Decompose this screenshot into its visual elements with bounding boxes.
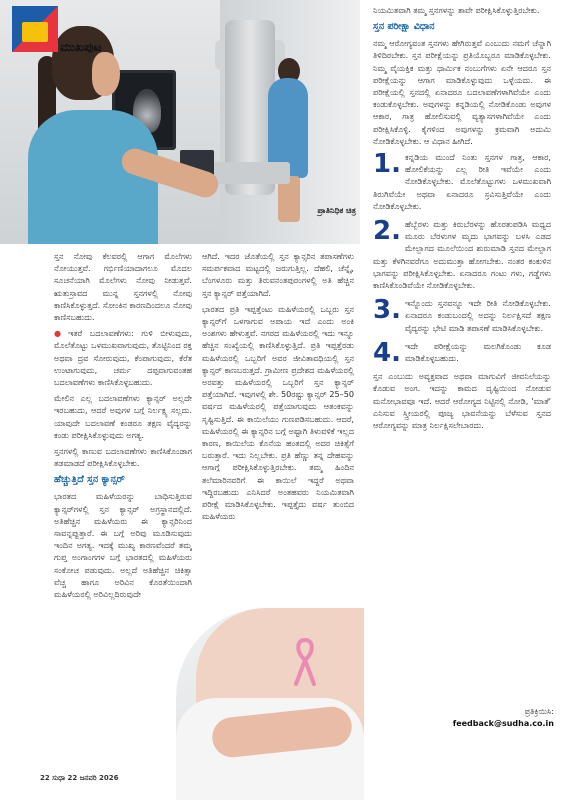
feedback-signoff — [430, 706, 554, 730]
step-number: 3. — [373, 295, 401, 326]
feedback-label: ಪ್ರತಿಕ್ರಿಯಿಸಿ: — [524, 707, 554, 716]
step-3 — [373, 297, 551, 334]
step-text: ಇನ್ನೊಂದು ಸ್ತನವನ್ನೂ ಇದೇ ರೀತಿ ನೋಡಿಕೊಳ್ಳಬೇಕು. ಏನಾದರೂ ಕಂಡುಬಂದಲ್ಲಿ ಅದನ್ನು ನಿರ್ಲಕ್ಷಿಸದೆ ತಕ್ಷಣ ವೈದ್ಯರನ್ನು ಭೇಟಿ ಮಾಡಿ ತಪಾಸಣೆ ಮಾಡಿಸಿಕೊಳ್ಳಬೇಕು. — [404, 298, 551, 333]
pink-ribbon-icon — [292, 638, 318, 686]
paragraph: ನಿಯಮಿತವಾಗಿ ತಮ್ಮ ಸ್ತನಗಳನ್ನು ತಾವೇ ಪರೀಕ್ಷಿಸಿಕೊಳ್ಳುತ್ತಿರಬೇಕು. — [373, 5, 540, 15]
breast-check-photo — [176, 608, 364, 800]
paragraph: ಸ್ತನಗಳಲ್ಲಿ ಕಾಣುವ ಬದಲಾವಣೆಗಳು ಕಾಣಿಸಿಕೊಂಡಾಗ ತಡಮಾಡದೆ ಪರೀಕ್ಷಿಸಿಕೊಳ್ಳಬೇಕು. — [54, 446, 192, 469]
nurse-face — [92, 52, 120, 96]
page-footer: 22 ಸುಧಾ 22 ಜನವರಿ 2026 — [40, 774, 119, 782]
step-2 — [373, 218, 551, 291]
magazine-logo-icon — [12, 6, 58, 52]
step-text: ಕನ್ನಡಿಯ ಮುಂದೆ ನಿಂತು ಸ್ತನಗಳ ಗಾತ್ರ, ಆಕಾರ, ಹೋಲಿಕೆಯನ್ನು ಎಲ್ಲ ರೀತಿ ಇವೆಯೇ ಎಂದು ನೋಡಿಕೊಳ್ಳಬೇಕು. ಮೊಲೆತೊಟ್ಟುಗಳು ಒಳಮುಖವಾಗಿ ತಿರುಗಿವೆಯೇ ಅಥವಾ ಏನಾದರೂ ಸ್ರವಿಸುತ್ತಿವೆಯೇ ಎಂದು ನೋಡಿಕೊಳ್ಳಬೇಕು. — [373, 152, 551, 211]
paragraph: ಭಾರತದ ಮಹಿಳೆಯರನ್ನು ಬಾಧಿಸುತ್ತಿರುವ ಕ್ಯಾನ್ಸರ್‌ಗಳಲ್ಲಿ ಸ್ತನ ಕ್ಯಾನ್ಸರ್ ಅಗ್ರಸ್ಥಾನದಲ್ಲಿದೆ. ಅತಿಹೆಚ್ಚಿನ ಮಹಿಳೆಯರು ಈ ಕ್ಯಾನ್ಸರಿನಿಂದ ಸಾವನ್ನಪ್ಪುತ್ತಾರೆ. ಈ ಬಗ್ಗೆ ಅರಿವು ಮೂಡಿಸುವುದು ಇಂದಿನ ಅಗತ್ಯ. ಇದಕ್ಕೆ ಮುಖ್ಯ ಕಾರಣವೆಂದರೆ ತಮ್ಮ ಗುಪ್ತ ಅಂಗಾಂಗಗಳ ಬಗ್ಗೆ ಭಾರತದಲ್ಲಿ ಮಹಿಳೆಯರು ಸಂಕೋಚ ಪಡುವುದು. ಅಲ್ಲದೆ ಅತಿಹೆಚ್ಚಿನ ಚಿಕಿತ್ಸಾ ವೆಚ್ಚ ಹಾಗೂ ಅರಿವಿನ ಕೊರತೆಯಿಂದಾಗಿ ಮಹಿಳೆಯರಲ್ಲಿ ಅರಿವಿಲ್ಲದಿರುವುದೇ — [54, 491, 192, 600]
step-number: 2. — [373, 216, 401, 247]
step-text: ಇದೇ ಪರೀಕ್ಷೆಯನ್ನು ಮಲಗಿಕೊಂಡು ಕೂಡ ಮಾಡಿಕೊಳ್ಳಬಹುದು. — [404, 340, 551, 364]
subheading: ಹೆಚ್ಚುತ್ತಿದೆ ಸ್ತನ ಕ್ಯಾನ್ಸರ್ — [54, 474, 125, 486]
mammography-photo — [0, 0, 360, 244]
bullet-paragraph: ● ಇತರೆ ಬದಲಾವಣೆಗಳು: ಗುಳಿ ಬೀಳುವುದು, ಮೊಲೆತೊಟ್ಟು ಒಳಮುಖವಾಗುವುದು, ತೊಟ್ಟಿನಿಂದ ರಕ್ತ ಅಥವಾ ದ್ರವ ಸೋರುವುದು, ಕೆಂಪಾಗುವುದು, ಕೆರೆತ ಉಂಟಾಗುವುದು, ಚರ್ಮ ದಪ್ಪವಾಗುವಂತಹ ಬದಲಾವಣೆಗಳು ಕಾಣಿಸಿಕೊಳ್ಳಬಹುದು. — [54, 328, 192, 388]
feedback-email[interactable]: feedback@sudha.co.in — [452, 719, 554, 728]
paragraph: ಭಾರತದ ಪ್ರತಿ ಇಪ್ಪತ್ತೆಂಟು ಮಹಿಳೆಯರಲ್ಲಿ ಒಬ್ಬರು ಸ್ತನ ಕ್ಯಾನ್ಸರ್‌ಗೆ ಒಳಗಾಗುವ ಅಪಾಯ ಇದೆ ಎಂದು ಅಂಕಿ ಅಂಶಗಳು ಹೇಳುತ್ತವೆ. ನಗರದ ಮಹಿಳೆಯರಲ್ಲಿ ಇದು ಇನ್ನೂ ಹೆಚ್ಚಿನ ಸಂಖ್ಯೆಯಲ್ಲಿ ಕಾಣಿಸಿಕೊಳ್ಳುತ್ತಿದೆ. ಪ್ರತಿ ಇಪ್ಪತ್ತೆರಡು ಮಹಿಳೆಯರಲ್ಲಿ ಒಬ್ಬರಿಗೆ ಅವರ ಜೀವಿತಾವಧಿಯಲ್ಲಿ ಸ್ತನ ಕ್ಯಾನ್ಸರ್ ಕಾಣಬರುತ್ತದೆ. ಗ್ರಾಮೀಣ ಪ್ರದೇಶದ ಮಹಿಳೆಯರಲ್ಲಿ ಅರವತ್ತು ಮಹಿಳೆಯರಲ್ಲಿ ಒಬ್ಬರಿಗೆ ಸ್ತನ ಕ್ಯಾನ್ಸರ್ ಪತ್ತೆಯಾಗಿದೆ. ಇವುಗಳಲ್ಲಿ ಶೇ. 50ರಷ್ಟು ಕ್ಯಾನ್ಸರ್ 25–50 ವರ್ಷದ ಮಹಿಳೆಯರಲ್ಲಿ ಪತ್ತೆಯಾಗುವುದು ಆತಂಕವನ್ನು ಸೃಷ್ಟಿಸುತ್ತಿದೆ. ಈ ಕಾಯಿಲೆಯು ಗುಣಪಡಿಸಬಹುದು. ಆದರೆ, ಮಹಿಳೆಯರಲ್ಲಿ ಈ ಕ್ಯಾನ್ಸರಿನ ಬಗ್ಗೆ ಅಷ್ಟಾಗಿ ತಿಳುವಳಿಕೆ ಇಲ್ಲದ ಕಾರಣ, ಕಾಯಿಲೆಯ ಕೊನೆಯ ಹಂತದಲ್ಲಿ ಅದರ ಚಿಕಿತ್ಸೆಗೆ ಬರುತ್ತಾರೆ. ಇದು ನಿಲ್ಲಬೇಕು. ಪ್ರತಿ ಹೆಣ್ಣು ತನ್ನ ದೇಹವನ್ನು ಆಗಾಗ್ಗೆ ಪರೀಕ್ಷಿಸಿಕೊಳ್ಳುತ್ತಿರಬೇಕು. ತಮ್ಮ ಹಿಂದಿನ ತಲೆಮಾರಿನವರಿಗೆ ಈ ಕಾಯಿಲೆ ಇದ್ದರೆ ಅಥವಾ ಇದ್ದಿರಬಹುದು ಎನಿಸಿದರೆ ಅಂತಹವರು ನಿಯಮಿತವಾಗಿ ಪರೀಕ್ಷೆ ಮಾಡಿಸಿಕೊಳ್ಳಬೇಕು. ಇಪ್ಪತ್ತೈದು ವರ್ಷ ತುಂಬಿದ ಮಹಿಳೆಯರು — [202, 303, 354, 522]
step-number: 4. — [373, 337, 401, 368]
paragraph: ಸ್ತನ ನೋವು ಕೆಲವರಲ್ಲಿ ಆಗಾಗ ಮೊಲೆಗಳು ನೋಯುತ್ತವೆ. ಗರ್ಭಿಣಿಯಾದಾಗಲೂ ಮೊದಲ ಸೂಚನೆಯಾಗಿ ಮೊಲೆಗಳು ನೋವು ನೀಡುತ್ತವೆ. ಋತುಸ್ರಾವದ ಮುನ್ನ ಸ್ತನಗಳಲ್ಲಿ ನೋವು ಕಾಣಿಸಿಕೊಳ್ಳುತ್ತದೆ. ಸೋಂಕಿನ ಕಾರಣದಿಂದಲೂ ನೋವು ಕಾಣಿಸಬಹುದು. — [54, 251, 192, 323]
subheading: ಸ್ತನ ಪರೀಕ್ಷಾ ವಿಧಾನ — [373, 21, 435, 33]
nurse-figure — [28, 110, 158, 244]
paragraph: ಸ್ತನ ಎಂಬುದು ಅವ್ಯಕ್ತವಾದ ಅಥವಾ ಮಾಗುವಿಗೆ ಜೀವನಿಲೆಯನ್ನು ಕೊಡುವ ಅಂಗ. ಇದನ್ನು ಕಾಮದ ದೃಷ್ಟಿಯಿಂದ ನೋಡುವ ಮನೋಭಾವವೂ ಇದೆ. ಆದರೆ ಆರೋಗ್ಯದ ನಿಟ್ಟಿನಲ್ಲಿ ನೋಡಿ, 'ಮಾತೆ' ಎನಿಸುವ ಸ್ತ್ರೀಯರಲ್ಲಿ ಪೂಜ್ಯ ಭಾವನೆಯನ್ನು ಬೆಳೆಸುವ ಸ್ತನದ ಆರೋಗ್ಯವನ್ನು ಮಾತ್ರ ನಿರ್ಲಕ್ಷಿಸಲೇಬಾರದು. — [373, 371, 551, 431]
paragraph: ನಮ್ಮ ಆರೋಗ್ಯವಂತ ಸ್ತನಗಳು ಹೇಗಿರುತ್ತವೆ ಎಂಬುದು ನಮಗೆ ಚೆನ್ನಾಗಿ ತಿಳಿದಿರಬೇಕು. ಸ್ತನ ಪರೀಕ್ಷೆಯನ್ನು ಪ್ರತಿಯೊಬ್ಬರೂ ಮಾಡಿಕೊಳ್ಳಬೇಕು. ನಿಮ್ಮ ವೈಯಕ್ತಿಕ ಮತ್ತು ಧಾರ್ಮಿಕ ನಂಬುಗೆಗಳು ಏನೇ ಆದರೂ ಸ್ತನ ಪರೀಕ್ಷೆಯನ್ನು ಆಗಾಗ ಮಾಡಿಕೊಳ್ಳುವುದು ಒಳ್ಳೆಯದು. ಈ ಪರೀಕ್ಷೆಯಲ್ಲಿ ಸ್ತನದಲ್ಲಿ ಏನಾದರೂ ಬದಲಾವಣೆಗಳಾಗಿವೆಯೇ ಎಂದು ಕಂಡುಕೊಳ್ಳಬೇಕು. ಅವುಗಳನ್ನು ಕನ್ನಡಿಯಲ್ಲಿ ನೋಡಿಕೊಂಡು ಅವುಗಳ ಆಕಾರ, ಗಾತ್ರ ಹೋಲಿಸುವಲ್ಲಿ ವ್ಯತ್ಯಾಸಗಳಾಗಿವೆಯೇ ಎಂದು ಪರೀಕ್ಷಿಸಿಕೊಳ್ಳಿ. ಕೈಗಳಿಂದ ಅವುಗಳನ್ನು ಕ್ರಮವಾಗಿ ಅದುಮಿ ನೋಡಿಕೊಳ್ಳಬೇಕು. ಆ ವಿಧಾನ ಹೀಗಿದೆ. — [373, 38, 551, 146]
step-text: ಹೆಬ್ಬೆರಳು ಮತ್ತು ಕಿರುಬೆರಳನ್ನು ಹೊರತುಪಡಿಸಿ ಮಧ್ಯದ ಮೂರು ಬೆರಳುಗಳ ಮೃದು ಭಾಗವನ್ನು ಬಳಸಿ ಎಡದ ಮೇಲ್ಭಾಗದ ಮೂಲೆಯಿಂದ ಶುರುಮಾಡಿ ಸ್ತನದ ಮೇಲ್ಭಾಗ ಮತ್ತು ಕೆಳಗಿನವರೆಗೂ ಅದುಮುತ್ತಾ ಹೋಗಬೇಕು. ನಂತರ ಕಂಕುಳಿನ ಭಾಗವನ್ನು ಪರೀಕ್ಷಿಸಿಕೊಳ್ಳಬೇಕು. ಏನಾದರೂ ಗಂಟು ಗಳು, ಗಡ್ಡೆಗಳು ಕಾಣಿಸಿಕೊಂಡಿವೆಯೇ ನೋಡಿಕೊಳ್ಳಬೇಕು. — [373, 219, 551, 291]
paragraph: ಆಗಿದೆ. ಇದರ ಜೊತೆಯಲ್ಲಿ ಸ್ತನ ಕ್ಯಾನ್ಸರಿನ ತಪಾಸಣೆಗಳು ಸಮರ್ಪಕವಾದ ಮಟ್ಟದಲ್ಲಿ ಜರುಗುತ್ತಿಲ್ಲ. ದೆಹಲಿ, ಚೆನ್ನೈ, ಬೆಂಗಳೂರು ಮತ್ತು ತಿರುವನಂತಪುರಂಗಳಲ್ಲಿ ಅತಿ ಹೆಚ್ಚಿನ ಸ್ತನ ಕ್ಯಾನ್ಸರ್ ಪತ್ತೆಯಾಗಿದೆ. — [202, 251, 354, 298]
paragraph: ಮೇಲಿನ ಎಲ್ಲ ಬದಲಾವಣೆಗಳು ಕ್ಯಾನ್ಸರ್ ಅಲ್ಲದೇ ಇರಬಹುದು, ಆದರೆ ಅವುಗಳ ಬಗ್ಗೆ ನಿರ್ಲಕ್ಷ್ಯ ಸಲ್ಲದು. ಯಾವುದೇ ಬದಲಾವಣೆ ಕಂಡರೂ ತಕ್ಷಣ ವೈದ್ಯರನ್ನು ಕಂಡು ಪರೀಕ್ಷಿಸಿಕೊಳ್ಳುವುದು ಅಗತ್ಯ. — [54, 393, 192, 440]
text-column-1 — [54, 250, 192, 750]
step-4 — [373, 337, 551, 368]
text-column-3 — [373, 4, 551, 774]
step-1 — [373, 151, 551, 212]
bullet-icon: ● — [54, 328, 67, 339]
text-column-2 — [202, 250, 354, 590]
step-number: 1. — [373, 149, 401, 180]
section-tag: ಮುಖಪುಟ — [60, 40, 102, 54]
photo-caption: ಪ್ರಾತಿನಿಧಿಕ ಚಿತ್ರ — [317, 206, 356, 215]
